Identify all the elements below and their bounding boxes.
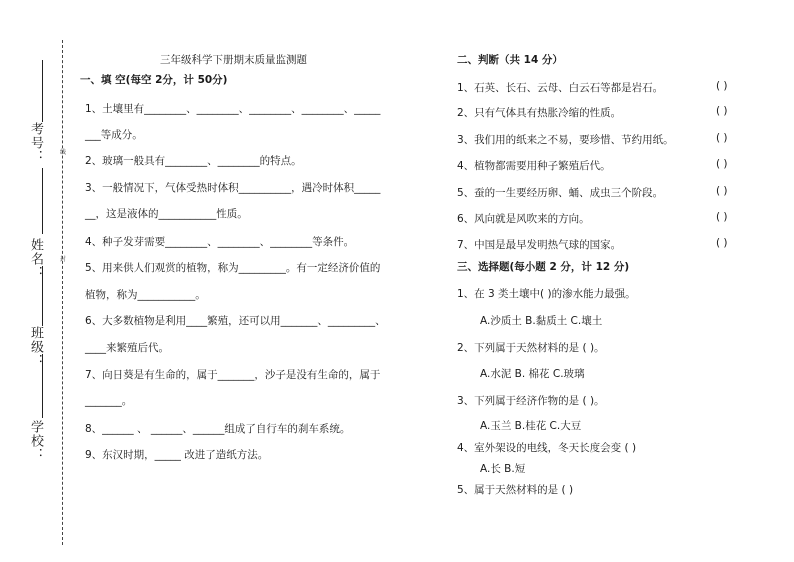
choice-question: 5、属于天然材料的是 ( ) — [457, 484, 574, 496]
binding-mark-line: 线 — [60, 149, 67, 156]
fill-line: 9、东汉时期，_____ 改进了造纸方法。 — [85, 449, 269, 461]
exam-no-line — [42, 60, 43, 122]
fill-line: 3、一般情况下，气体受热时体积__________，遇冷时体积_____ — [85, 182, 381, 194]
choice-question: 1、在 3 类土壤中( )的渗水能力最强。 — [457, 288, 636, 300]
choice-question: 3、下列属于经济作物的是 ( )。 — [457, 395, 605, 407]
judge-item: 4、植物都需要用种子繁殖后代。 — [457, 160, 611, 172]
exam-no-label: 考号： — [28, 122, 43, 164]
binding-dashed-line — [62, 40, 63, 545]
fill-line: 7、向日葵是有生命的，属于_______，沙子是没有生命的，属于 — [85, 369, 381, 381]
section-fill-blank-heading: 一、填 空(每空 2分，计 50分) — [80, 74, 228, 86]
fill-line: 6、大多数植物是利用____繁殖，还可以用_______、_________、 — [85, 315, 386, 327]
judge-item: 6、风向就是风吹来的方向。 — [457, 213, 590, 225]
judge-answer-paren: ( ) — [716, 132, 728, 144]
fill-line: 8、______ 、 ______、______组成了自行车的刹车系统。 — [85, 423, 351, 435]
judge-answer-paren: ( ) — [716, 185, 728, 197]
school-line — [42, 354, 43, 418]
name-line — [42, 168, 43, 234]
judge-item: 1、石英、长石、云母、白云石等都是岩石。 — [457, 82, 664, 94]
choice-options: A.长 B.短 — [480, 463, 526, 475]
fill-line: ___等成分。 — [85, 129, 143, 141]
school-label: 学校： — [28, 420, 43, 462]
choice-options: A.水泥 B. 棉花 C.玻璃 — [480, 368, 585, 380]
fill-line: 5、用来供人们观赏的植物，称为_________。有一定经济价值的 — [85, 262, 381, 274]
choice-options: A.玉兰 B.桂花 C.大豆 — [480, 420, 582, 432]
judge-item: 7、中国是最早发明热气球的国家。 — [457, 239, 622, 251]
binding-mark-seal: 封 — [60, 256, 67, 263]
fill-line: 4、种子发芽需要________、________、________等条件。 — [85, 236, 355, 248]
name-label: 姓名： — [28, 238, 43, 280]
judge-answer-paren: ( ) — [716, 105, 728, 117]
class-line — [42, 266, 43, 326]
exam-title: 三年级科学下册期末质量监测题 — [160, 54, 307, 66]
judge-answer-paren: ( ) — [716, 80, 728, 92]
fill-line: _______。 — [85, 395, 133, 407]
fill-line: 植物，称为___________。 — [85, 289, 206, 301]
section-judge-heading: 二、判断（共 14 分） — [457, 54, 563, 66]
judge-item: 3、我们用的纸来之不易，要珍惜、节约用纸。 — [457, 134, 674, 146]
fill-line: 2、玻璃一般具有________、________的特点。 — [85, 155, 302, 167]
judge-item: 2、只有气体具有热胀冷缩的性质。 — [457, 107, 622, 119]
judge-answer-paren: ( ) — [716, 211, 728, 223]
fill-line: ____来繁殖后代。 — [85, 342, 169, 354]
judge-answer-paren: ( ) — [716, 158, 728, 170]
judge-answer-paren: ( ) — [716, 237, 728, 249]
class-label: 班级： — [28, 326, 43, 368]
choice-question: 4、室外架设的电线，冬天长度会变 ( ) — [457, 442, 637, 454]
fill-line: __，这是液体的___________性质。 — [85, 208, 248, 220]
choice-options: A.沙质土 B.黏质土 C.壤土 — [480, 315, 603, 327]
judge-item: 5、蚕的一生要经历卵、蛹、成虫三个阶段。 — [457, 187, 664, 199]
choice-question: 2、下列属于天然材料的是 ( )。 — [457, 342, 605, 354]
fill-line: 1、土壤里有________、________、________、________、_____ — [85, 103, 381, 115]
section-choice-heading: 三、选择题(每小题 2 分，计 12 分) — [457, 261, 630, 273]
